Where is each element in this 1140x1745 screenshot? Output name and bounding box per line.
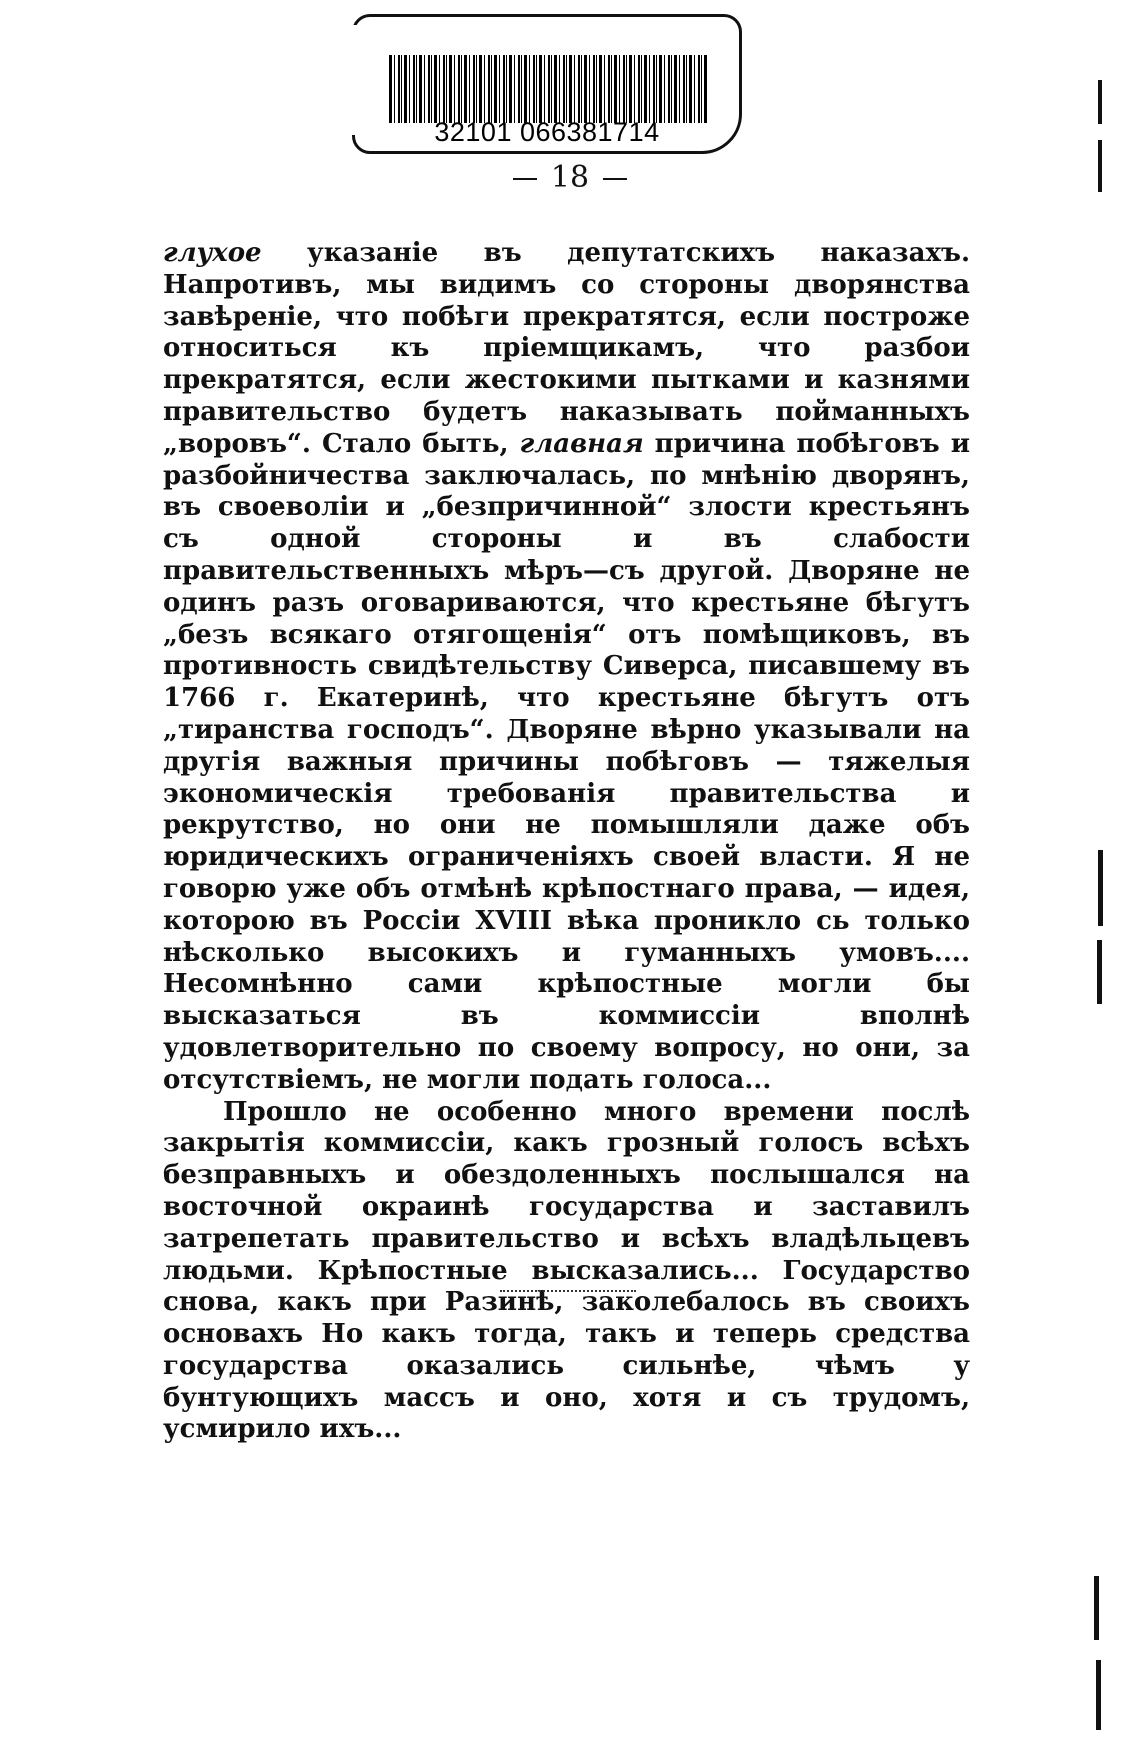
dash-icon <box>603 178 627 180</box>
text-span: глухое <box>163 238 262 268</box>
scan-edge-mark <box>1096 1660 1101 1730</box>
page-number-line <box>0 160 1140 195</box>
body-text <box>163 238 970 1446</box>
library-barcode-label <box>352 14 742 154</box>
text-span: причина побѣговъ и разбойничества заключалась, по мнѣнiю дворянъ, въ своеволiи и „безпричинной“ злости крестьянъ съ одной стороны и въ слабости правительственныхъ мѣръ—съ другой. Дворяне не одинъ разъ оговариваются, что крестьяне бѣгутъ „безъ всякаго отягощенiя“ отъ помѣщиковъ, въ противность свидѣтельству Сиверса, писавшему въ 1766 г. Екатеринѣ, что крестьяне бѣгутъ отъ „тиранства господъ“. Дворяне вѣрно указывали на другiя важныя причины побѣговъ — тяжелыя экономическiя требованiя правительства и рекрутство, но они не помышляли даже объ юридическихъ ограниченiяхъ своей власти. Я не говорю уже объ отмѣнѣ крѣпостнаго права, — идея, которою въ Россiи XVIII вѣка проникло сь только нѣсколько высокихъ и гуманныхъ умовъ.... Несомнѣнно сами крѣпостные могли бы высказаться въ коммиссiи вполнѣ удовлетворительно по своему вопросу, но они, за отсутствiемъ, не могли подать голоса... <box>163 428 971 1095</box>
scan-edge-mark <box>1098 80 1102 124</box>
scan-edge-mark <box>1098 140 1102 192</box>
paragraph <box>163 238 970 1097</box>
scan-edge-mark <box>1098 850 1103 926</box>
text-span: главная <box>519 428 644 459</box>
text-span: Прошло не особенно много времени послѣ закрытiя коммиссiи, какъ грозный голосъ всѣхъ безправныхъ и обездоленныхъ послышался на восточной окраинѣ государства и заставилъ затрепетать правительство и всѣхъ владѣльцевъ людьми. Крѣпостные высказались... Государство снова, какъ при Разинѣ, заколебалось въ своихъ основахъ Но какъ тогда, такъ и теперь средства государства оказались сильнѣе, чѣмъ у бунтующихъ массъ и оно, хотя и съ трудомъ, усмирило ихъ... <box>163 1096 970 1445</box>
barcode-number: 32101 066381714 <box>434 117 660 147</box>
dash-icon <box>513 178 537 180</box>
end-ornament <box>500 1290 636 1300</box>
scan-edge-mark <box>1097 940 1102 1004</box>
text-span: указанiе въ депутатскихъ наказахъ. Напротивъ, мы видимъ со стороны дворянства завѣренiе, что побѣги прекратятся, если построже относиться къ прiемщикамъ, что разбои прекратятся, если жестокими пытками и казнями правительство будетъ наказывать пойманныхъ „воровъ“. Стало быть, <box>163 238 970 459</box>
barcode-icon <box>389 55 709 123</box>
scan-edge-mark <box>1094 1576 1099 1640</box>
paragraph <box>163 1097 970 1447</box>
page-number: 18 <box>550 160 590 195</box>
